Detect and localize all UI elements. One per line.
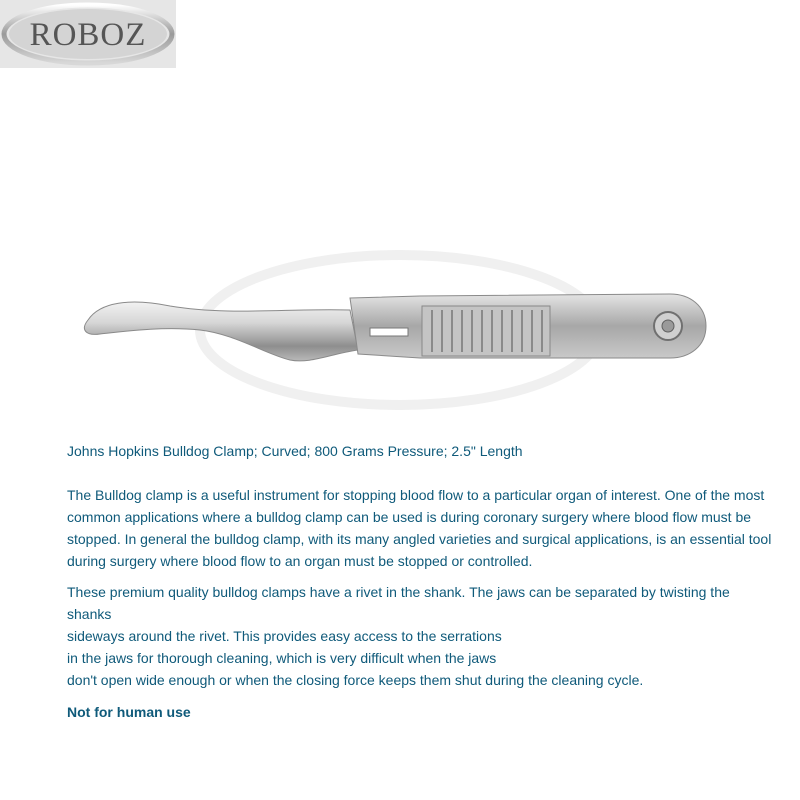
product-description-section (67, 440, 777, 737)
product-image-bulldog-clamp (60, 250, 780, 420)
details-line: sideways around the rivet. This provides easy access to the serrations (67, 628, 502, 644)
details-line: These premium quality bulldog clamps have a rivet in the shank. The jaws can be separated by twisting the shanks (67, 584, 730, 622)
usage-warning: Not for human use (67, 704, 191, 720)
logo-text: ROBOZ (29, 17, 147, 53)
clamp-slot (370, 328, 408, 336)
logo-mark (0, 0, 176, 68)
product-title: Johns Hopkins Bulldog Clamp; Curved; 800 Grams Pressure; 2.5" Length (67, 443, 523, 459)
product-details (67, 581, 777, 691)
roboz-logo[interactable] (0, 0, 176, 68)
details-line: don't open wide enough or when the closing force keeps them shut during the cleaning cycle. (67, 672, 644, 688)
product-description: The Bulldog clamp is a useful instrument for stopping blood flow to a particular organ of interest. One of the most common applications where a bulldog clamp can be used is during coronary surgery where blood flow must be stopped. In general the bulldog clamp, with its many angled varieties and surgical applications, is an essential tool during surgery where blood flow to an organ must be stopped or controlled. (67, 487, 772, 569)
details-line: in the jaws for thorough cleaning, which is very difficult when the jaws (67, 650, 497, 666)
clamp-jaw (84, 302, 358, 361)
